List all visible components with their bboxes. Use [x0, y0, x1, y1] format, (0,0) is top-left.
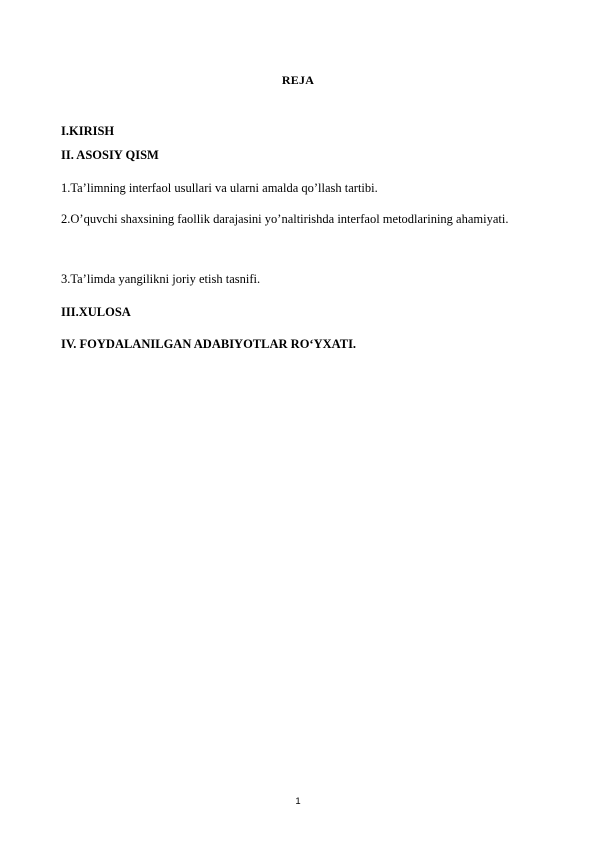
section-references: IV. FOYDALANILGAN ADABIYOTLAR RO‘YXATI. — [61, 337, 357, 351]
page-title: REJA — [281, 73, 315, 87]
section-intro: I.KIRISH — [61, 124, 115, 138]
page-number: 1 — [295, 796, 301, 807]
list-item-3: 3.Ta’limda yangilikni joriy etish tasnifi. — [61, 272, 261, 286]
section-main: II. ASOSIY QISM — [61, 148, 159, 162]
list-item-1: 1.Ta’limning interfaol usullari va ularni amalda qo’llash tartibi. — [61, 181, 378, 195]
list-item-2: 2.O’quvchi shaxsining faollik darajasini yo’naltirishda interfaol metodlarining ahamiyati. — [61, 212, 509, 226]
section-conclusion: III.XULOSA — [61, 305, 131, 319]
